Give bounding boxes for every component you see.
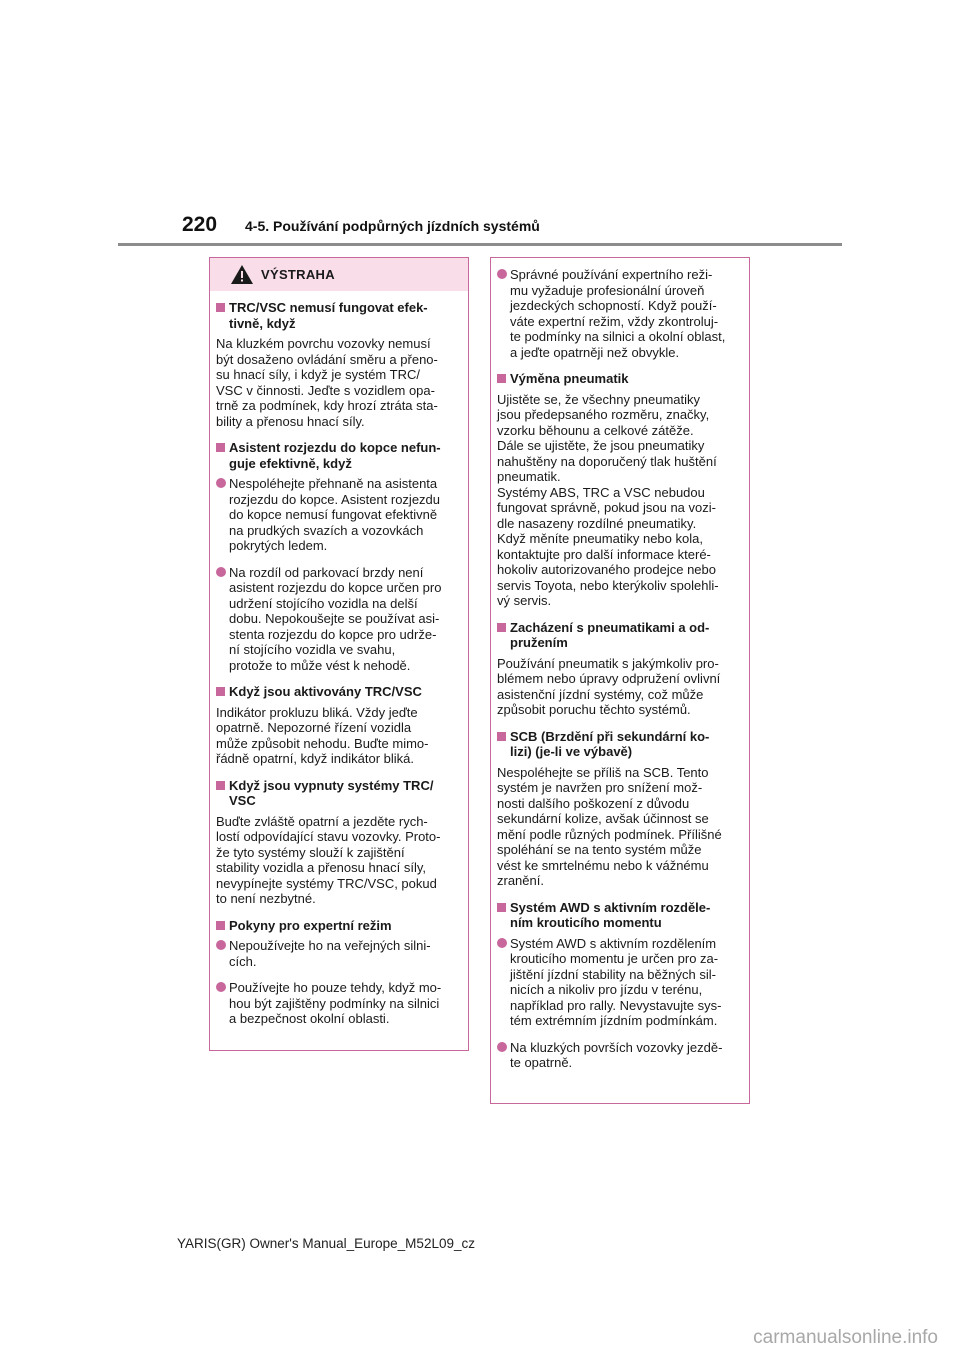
heading-text: TRC/VSC nemusí fungovat efek- tivně, když — [229, 300, 428, 331]
square-bullet-icon — [216, 781, 229, 790]
heading-hill-start — [216, 440, 462, 471]
bullet-item — [497, 267, 743, 360]
footer-text: YARIS(GR) Owner's Manual_Europe_M52L09_cz — [177, 1236, 475, 1251]
heading-text: Zacházení s pneumatikami a od- pružením — [510, 619, 710, 650]
heading-text: Když jsou vypnuty systémy TRC/ VSC — [229, 777, 434, 808]
square-bullet-icon — [497, 623, 510, 632]
circle-bullet-icon — [216, 940, 229, 969]
bullet-item — [216, 980, 462, 1027]
circle-bullet-icon — [216, 567, 229, 674]
heading-text: Výměna pneumatik — [510, 371, 629, 386]
heading-text: Když jsou aktivovány TRC/VSC — [229, 684, 422, 699]
paragraph: Na kluzkém povrchu vozovky nemusí být dosaženo ovládání směru a přeno- su hnací síly, i když je systém TRC/ VSC v činnosti. Jeďte s vozidlem opa- trně za podmínek, kdy hrozí ztráta sta- bility a přenosu hnací síly. — [216, 336, 438, 429]
circle-bullet-icon — [497, 1042, 510, 1071]
heading-text: Systém AWD s aktivním rozděle- ním krouticího momentu — [510, 899, 711, 930]
paragraph: Buďte zvláště opatrní a jezděte rych- lostí odpovídající stavu vozovky. Proto- že tyto systémy slouží k zajištění stability vozidla a přenosu hnací síly, nevypínejte systémy TRC/VSC, pokud to není nezbytné. — [216, 813, 441, 906]
heading-text: Asistent rozjezdu do kopce nefun- guje efektivně, když — [229, 440, 441, 471]
heading-trc-active — [216, 684, 462, 700]
square-bullet-icon — [497, 374, 510, 383]
heading-expert-mode — [216, 918, 462, 934]
circle-bullet-icon — [497, 938, 510, 1029]
warning-header — [210, 258, 468, 291]
page-footer — [0, 1236, 960, 1251]
heading-text: Pokyny pro expertní režim — [229, 917, 392, 933]
paragraph: Ujistěte se, že všechny pneumatiky jsou předepsaného rozměru, značky, vzorku běhounu a celkové zátěže. Dále se ujistěte, že jsou pneumatiky nahuštěny na doporučený tlak huštění pneumatik. Systémy ABS, TRC a VSC nebudou fungovat správně, pokud jsou na vozi- dle nasazeny rozdílné pneumatiky. Když měníte pneumatiky nebo kola, kontaktujte pro další informace které- hokoliv autorizovaného prodejce nebo servis Toyota, nebo kterýkoliv spolehli- vý servis. — [497, 391, 719, 608]
square-bullet-icon — [216, 687, 229, 696]
bullet-item — [216, 938, 462, 969]
page-number: 220 — [182, 213, 218, 236]
bullet-item — [497, 936, 743, 1029]
heading-awd — [497, 900, 743, 931]
page-header — [0, 0, 960, 250]
bullet-item — [497, 1040, 743, 1071]
square-bullet-icon — [216, 303, 229, 312]
warning-label: VÝSTRAHA — [261, 267, 335, 282]
heading-tire-suspension — [497, 620, 743, 651]
square-bullet-icon — [497, 903, 510, 912]
bullet-item — [216, 476, 462, 554]
bullet-text: Nespoléhejte přehnaně na asistenta rozjezdu do kopce. Asistent rozjezdu do kopce nemusí fungovat efektivně na prudkých svazích a vozovkách pokrytých ledem. — [229, 476, 441, 553]
paragraph: Používání pneumatik s jakýmkoliv pro- blémem nebo úpravy odpružení ovlivní asistenční jízdní systémy, což může způsobit poruchu těchto systémů. — [497, 655, 721, 717]
warning-box-left — [209, 257, 469, 1051]
section-title: 4-5. Používání podpůrných jízdních systémů — [245, 218, 540, 234]
paragraph: Indikátor prokluzu bliká. Vždy jeďte opatrně. Nepozorné řízení vozidla může způsobit nehodu. Buďte mimo- řádně opatrní, když indikátor bliká. — [216, 704, 429, 766]
heading-tire-replacement — [497, 371, 743, 387]
warning-triangle-icon — [230, 264, 254, 285]
bullet-text: Na rozdíl od parkovací brzdy není asistent rozjezdu do kopce určen pro udržení stojícího vozidla na delší dobu. Nepokoušejte se používat asi- stenta rozjezdu do kopce pro udrže- ní stojícího vozidla ve svahu, protože to může vést k nehodě. — [229, 564, 442, 673]
square-bullet-icon — [216, 921, 229, 930]
header-rule — [118, 243, 842, 246]
heading-text: SCB (Brzdění při sekundární ko- lizi) (je-li ve výbavě) — [510, 728, 710, 759]
square-bullet-icon — [216, 443, 229, 452]
paragraph: Nespoléhejte se příliš na SCB. Tento systém je navržen pro snížení mož- nosti dalšího poškození z důvodu sekundární kolize, avšak účinnost se mění podle různých podmínek. Přílišné spoléhání se na tento systém může vést ke smrtelnému nebo k vážnému zranění. — [497, 764, 722, 888]
bullet-item — [216, 565, 462, 674]
circle-bullet-icon — [216, 982, 229, 1027]
circle-bullet-icon — [216, 478, 229, 554]
circle-bullet-icon — [497, 269, 510, 360]
heading-scb — [497, 729, 743, 760]
heading-trc-off — [216, 778, 462, 809]
bullet-text: Správné používání expertního reži- mu vyžaduje profesionální úroveň jezdeckých schopností. Když použí- váte expertní režim, vždy zkontroluj- te podmínky na silnici a okolní oblast, a jeďte opatrněji než obvykle. — [510, 267, 726, 360]
bullet-text: Používejte ho pouze tehdy, když mo- hou být zajištěny podmínky na silnici a bezpečnost okolní oblasti. — [229, 980, 442, 1026]
bullet-text: Nepoužívejte ho na veřejných silni- cích. — [229, 938, 431, 969]
warning-box-right — [490, 257, 750, 1104]
square-bullet-icon — [497, 732, 510, 741]
watermark: carmanualsonline.info — [753, 1327, 938, 1348]
heading-trc-vsc — [216, 300, 462, 331]
bullet-text: Na kluzkých površích vozovky jezdě- te opatrně. — [510, 1039, 723, 1070]
bullet-text: Systém AWD s aktivním rozdělením krouticího momentu je určen pro za- jištění jízdní stability na běžných sil- nicích a nikoliv pro jízdu v terénu, například pro rally. Nevystavujte sys- tém extrémním jízdním podmínkám. — [510, 935, 722, 1028]
